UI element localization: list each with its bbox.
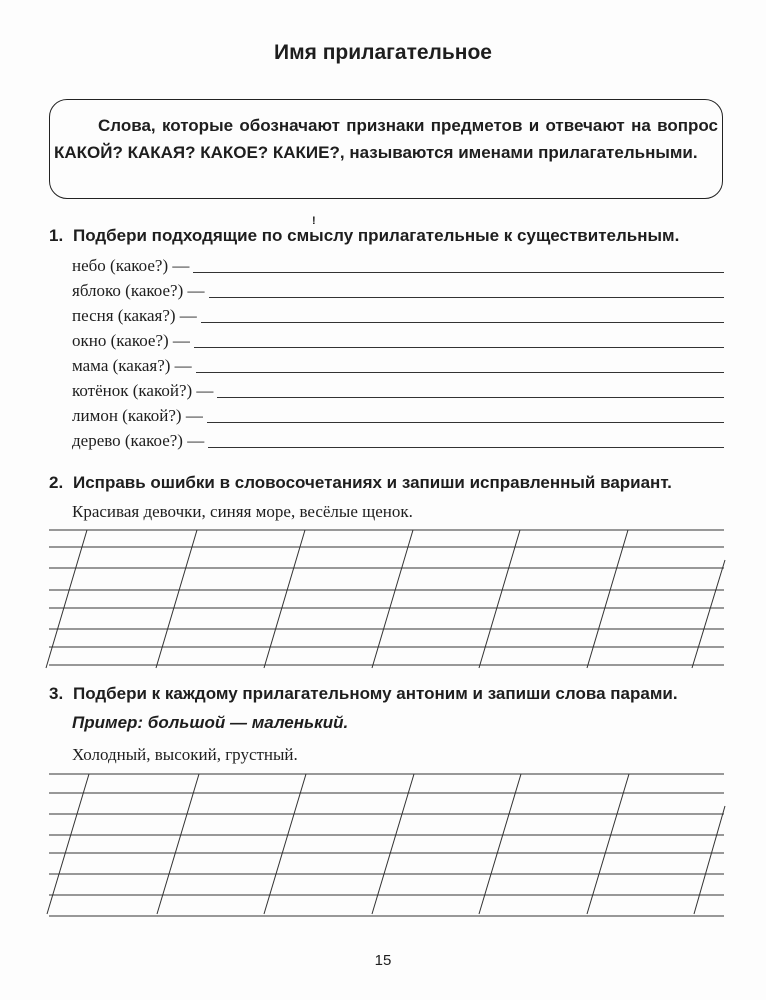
noun-prompt: окно (какое?) —: [72, 331, 190, 350]
noun-prompt: небо (какое?) —: [72, 256, 190, 275]
grid-slant: [372, 774, 414, 914]
answer-line[interactable]: [209, 296, 725, 298]
grid-slant: [157, 774, 199, 914]
answer-line[interactable]: [207, 421, 724, 423]
answer-row: [72, 402, 724, 426]
noun-prompt: мама (какая?) —: [72, 356, 192, 375]
answer-row: [72, 277, 724, 301]
task-1-number: 1.: [49, 226, 64, 245]
task-3-words: Холодный, высокий, грустный.: [72, 745, 298, 764]
grid-slant: [692, 560, 725, 668]
noun-prompt: котёнок (какой?) —: [72, 381, 214, 400]
task-2-number: 2.: [49, 473, 64, 492]
answer-row: [72, 352, 724, 376]
answer-line[interactable]: [201, 321, 724, 323]
answer-line[interactable]: [208, 446, 724, 448]
rule-definition-text: Слова, которые обозначают признаки предметов и отвечают на вопрос КАКОЙ? КАКАЯ? КАКОЕ? КАКИЕ?, называются именами прилагательными.: [54, 116, 718, 162]
noun-prompt: дерево (какое?) —: [72, 431, 205, 450]
task-3-number: 3.: [49, 684, 64, 703]
noun-prompt: песня (какая?) —: [72, 306, 197, 325]
stray-stress-mark: !: [312, 215, 316, 227]
task-1-title-part-2: мыслу прилагательные к существительным.: [296, 226, 680, 245]
noun-prompt: яблоко (какое?) —: [72, 281, 205, 300]
answer-line[interactable]: [217, 396, 724, 398]
task-1-heading: [49, 226, 679, 246]
answer-line[interactable]: [194, 346, 724, 348]
answer-row: [72, 427, 724, 451]
noun-prompt: лимон (какой?) —: [72, 406, 203, 425]
grid-slant: [47, 774, 89, 914]
page-number: 15: [374, 952, 392, 969]
task-3-title: Подбери к каждому прилагательному антоним и запиши слова парами.: [73, 684, 678, 703]
task-1-title-part-1: Подбери подходящие по с: [73, 226, 297, 245]
task-2-title: Исправь ошибки в словосочетаниях и запиши исправленный вариант.: [73, 473, 672, 492]
answer-row: [72, 302, 724, 326]
answer-row: [72, 327, 724, 351]
task-2-phrases: Красивая девочки, синяя море, весёлые щенок.: [72, 502, 413, 521]
task-2-heading: [49, 473, 672, 493]
answer-row: [72, 252, 724, 276]
handwriting-grid-task-3[interactable]: [0, 765, 766, 923]
task-3-example: Пример: большой — маленький.: [72, 713, 349, 732]
grid-slant: [587, 774, 629, 914]
answer-line[interactable]: [193, 271, 724, 273]
grid-slant: [694, 806, 725, 914]
answer-row: [72, 377, 724, 401]
task-3-heading: [49, 684, 678, 704]
page-title: Имя прилагательное: [274, 41, 492, 64]
handwriting-grid-task-2[interactable]: [0, 520, 766, 670]
grid-slant: [479, 774, 521, 914]
grid-slant: [264, 774, 306, 914]
answer-line[interactable]: [196, 371, 724, 373]
